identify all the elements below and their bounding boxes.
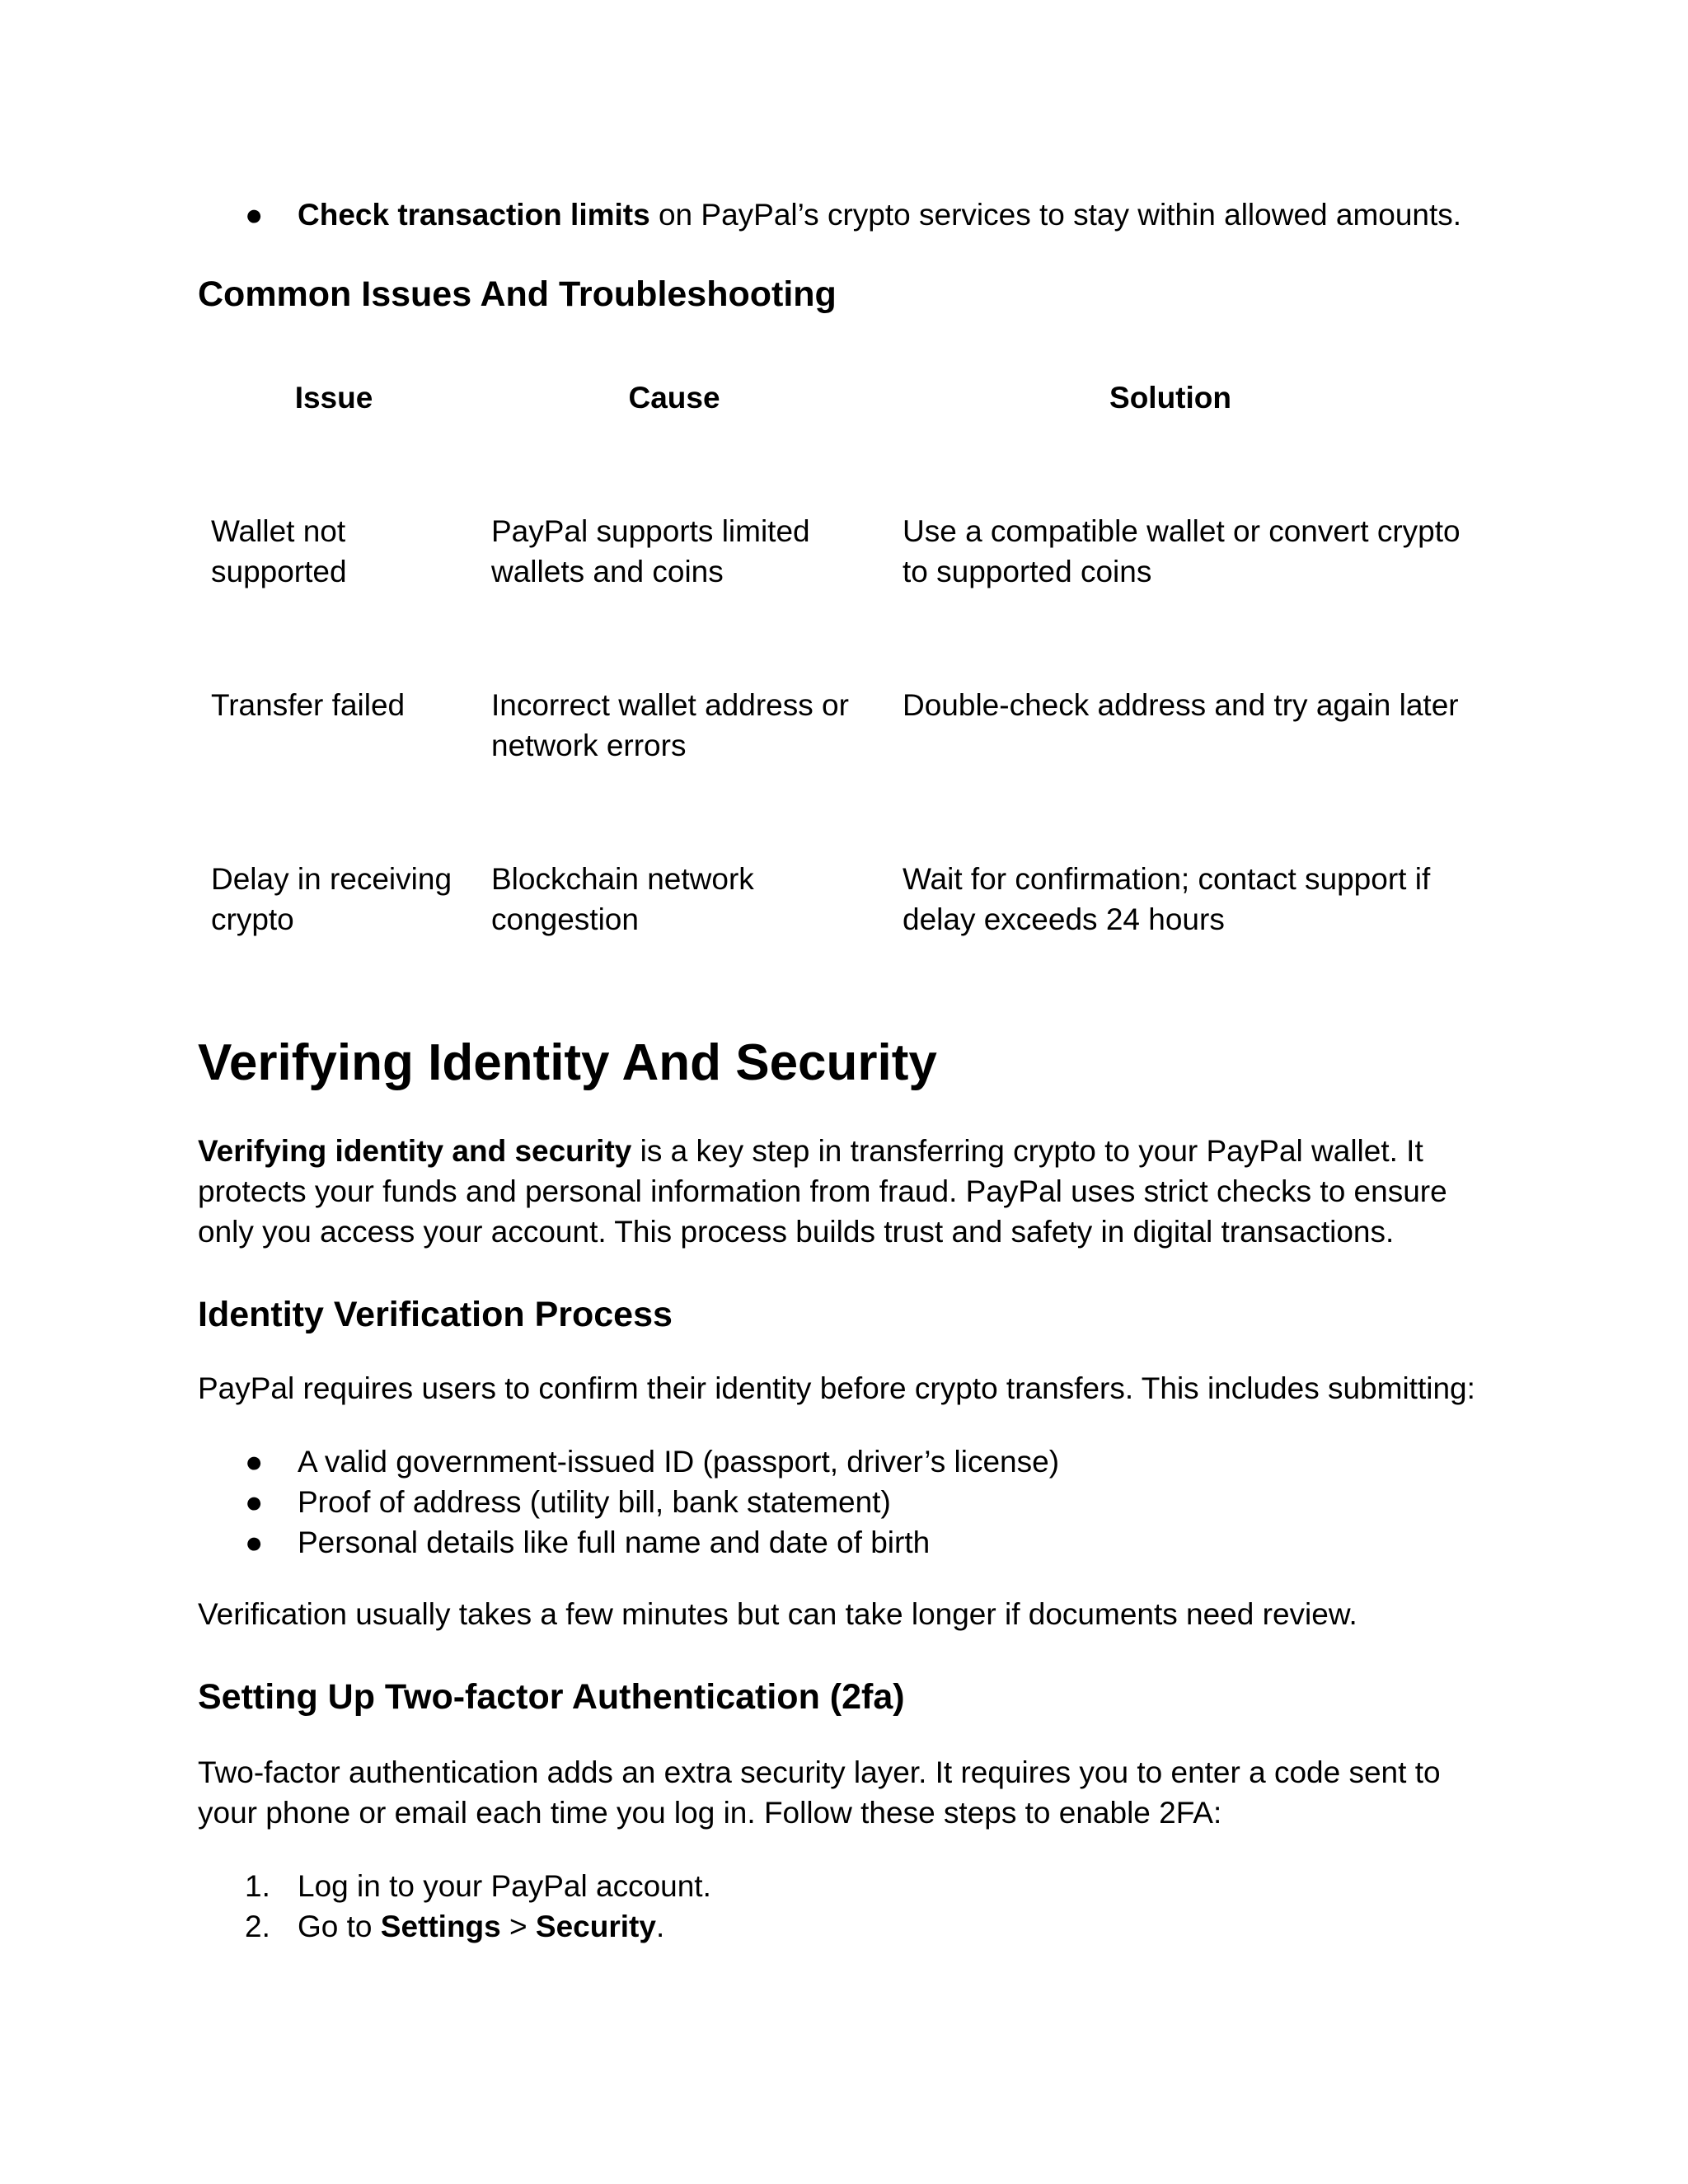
list-item-text: Proof of address (utility bill, bank statement) (298, 1485, 891, 1519)
bullet-icon: ● (245, 198, 264, 232)
step-end: . (655, 1910, 665, 1943)
table-cell-solution: Double-check address and try again later (903, 688, 1459, 722)
paragraph: PayPal requires users to confirm their identity before crypto transfers. This includes submitting: (198, 1371, 1475, 1405)
list-item-rest: on PayPal’s crypto services to stay within allowed amounts. (649, 198, 1462, 232)
table-cell-solution: Use a compatible wallet or convert crypto to supported coins (903, 514, 1461, 588)
paragraph: Two-factor authentication adds an extra security layer. It requires you to enter a code sent to your phone or email each time you log in. Follow these steps to enable 2FA: (198, 1755, 1441, 1830)
table-header-solution: Solution (1109, 381, 1231, 415)
list-item (245, 1866, 1481, 1906)
list-item (245, 1441, 1481, 1482)
step-text: Go to (298, 1910, 381, 1943)
troubleshooting-table (198, 363, 1484, 972)
table-cell-cause: PayPal supports limited wallets and coins (491, 514, 810, 588)
bold-text: Verifying identity and security (198, 1134, 632, 1168)
list-item-text: Personal details like full name and date of birth (298, 1526, 931, 1559)
page-title: Verifying Identity And Security (198, 1034, 937, 1091)
list-item (245, 1906, 1481, 1947)
settings-label: Settings (380, 1910, 501, 1943)
section-heading: Setting Up Two-factor Authentication (2fa) (198, 1677, 905, 1717)
security-label: Security (535, 1910, 656, 1943)
table-cell-cause: Incorrect wallet address or network errors (491, 688, 849, 762)
step-separator: > (500, 1910, 536, 1943)
bullet-icon: ● (245, 1445, 264, 1479)
bold-text: Check transaction limits (298, 198, 650, 232)
table-cell-issue: Transfer failed (211, 688, 406, 722)
paragraph: Verification usually takes a few minutes but can take longer if documents need review. (198, 1597, 1357, 1631)
list-number: 2. (245, 1910, 270, 1943)
list-item (245, 194, 1481, 235)
table-cell-cause: Blockchain network congestion (491, 862, 754, 936)
table-cell-solution: Wait for confirmation; contact support if delay exceeds 24 hours (903, 862, 1431, 936)
list-item-text (298, 194, 1461, 235)
intro-paragraph (198, 1131, 1467, 1252)
table-cell-issue: Delay in receiving crypto (211, 862, 452, 936)
paragraph-rest: is a key step in transferring crypto to your PayPal wallet. It protects your funds and personal information from fraud. PayPal uses strict checks to ensure only you access your account. This process builds trust and safety in digital transactions. (198, 1134, 1447, 1249)
section-heading: Common Issues And Troubleshooting (198, 274, 837, 314)
list-item (245, 1522, 1481, 1563)
list-item-text: Log in to your PayPal account. (298, 1869, 711, 1903)
bullet-icon: ● (245, 1485, 264, 1519)
list-number: 1. (245, 1869, 270, 1903)
list-item-text (298, 1906, 664, 1947)
table-header-cause: Cause (628, 381, 720, 415)
bullet-icon: ● (245, 1526, 264, 1559)
table-cell-issue: Wallet not supported (211, 514, 347, 588)
list-item (245, 1482, 1481, 1522)
section-heading: Identity Verification Process (198, 1295, 673, 1334)
list-item-text: A valid government-issued ID (passport, driver’s license) (298, 1445, 1060, 1479)
table-header-issue: Issue (294, 381, 373, 415)
